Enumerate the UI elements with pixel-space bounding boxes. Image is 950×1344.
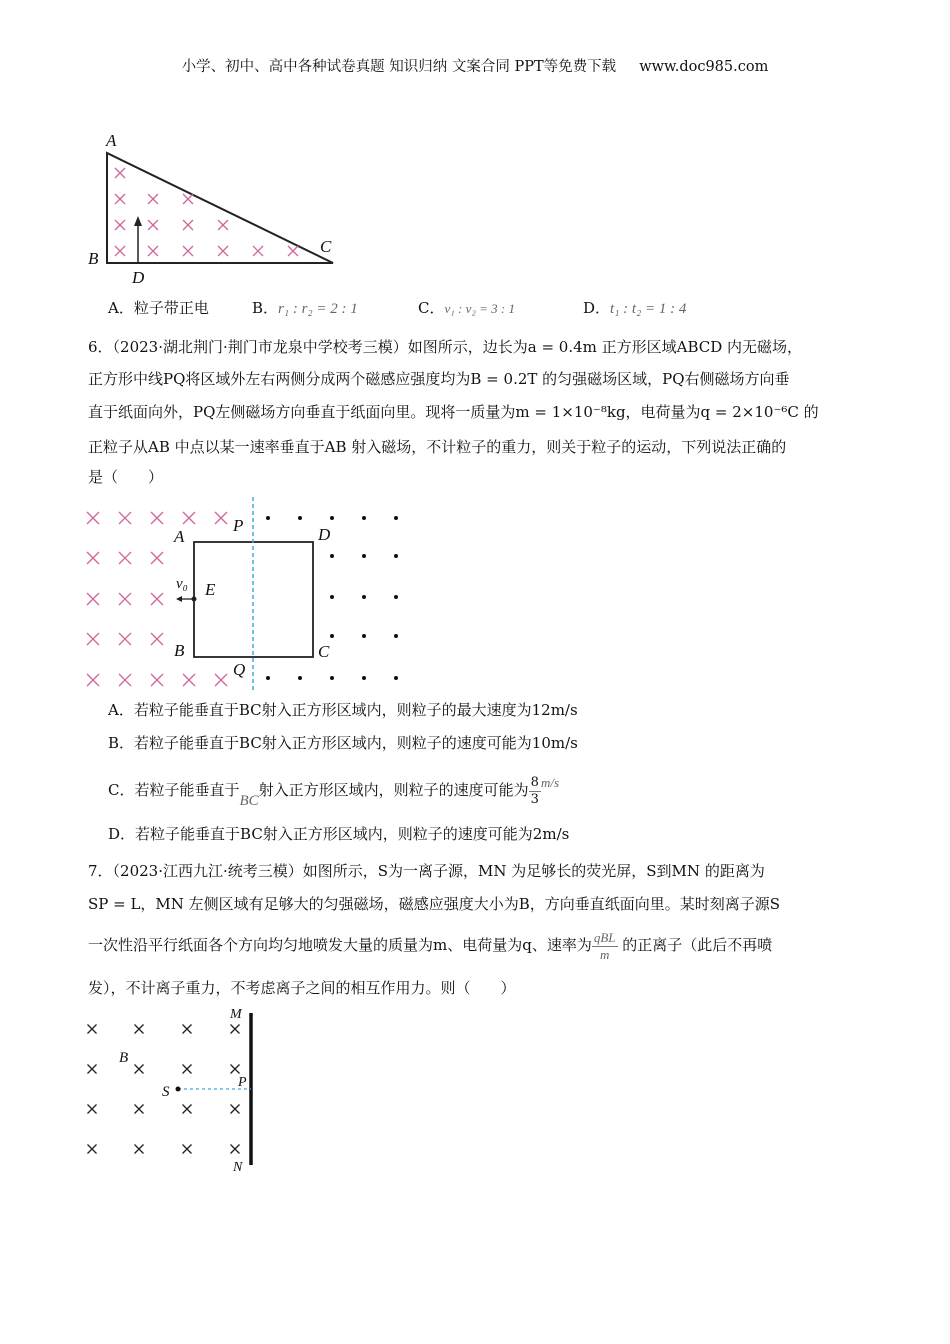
- field-out-of-page-dot-icon: [394, 634, 398, 638]
- arrow-head-icon: [134, 216, 142, 226]
- field-into-page-cross-icon: [183, 246, 193, 256]
- field-out-of-page-dot-icon: [362, 595, 366, 599]
- field-into-page-cross-icon: [87, 552, 99, 564]
- field-into-page-cross-icon: [231, 1145, 240, 1154]
- q6-line: 6．（2023·湖北荆门·荆门市龙泉中学校考三模）如图所示，边长为a = 0.4m 正方形区域ABCD 内无磁场，: [88, 338, 803, 356]
- label-v0: v₀: [176, 576, 188, 592]
- field-out-of-page-dot-icon: [330, 516, 334, 520]
- field-into-page-cross-icon: [215, 512, 227, 524]
- field-into-page-cross-icon: [218, 246, 228, 256]
- field-out-of-page-dot-icon: [362, 516, 366, 520]
- field-out-of-page-dot-icon: [298, 676, 302, 680]
- q5-option-c[interactable]: C．v₁ : v₂ = 3 : 1: [418, 299, 515, 317]
- field-into-page-cross-icon: [88, 1145, 97, 1154]
- label-e: E: [205, 580, 216, 599]
- field-into-page-cross-icon: [87, 512, 99, 524]
- q7-figure: [88, 1007, 252, 1175]
- q7-line: 一次性沿平行纸面各个方向均匀地喷发大量的质量为m、电荷量为q、速率为 $\frac{\text{qBL}}{m}$ 的正离子（此后不再喷: [88, 929, 773, 962]
- field-into-page-cross-icon: [87, 633, 99, 645]
- field-into-page-cross-icon: [183, 194, 193, 204]
- q6-line: 是（ ）: [88, 468, 164, 486]
- field-into-page-cross-icon: [151, 593, 163, 605]
- field-into-page-cross-icon: [115, 194, 125, 204]
- field-into-page-cross-icon: [151, 552, 163, 564]
- field-into-page-cross-icon: [148, 220, 158, 230]
- header-text: 小学、初中、高中各种试卷真题 知识归纳 文案合同 PPT等免费下载: [181, 59, 617, 75]
- q7-line: SP = L，MN 左侧区域有足够大的匀强磁场，磁感应强度大小为B，方向垂直纸面向里。某时刻离子源S: [88, 895, 780, 913]
- q5-option-d[interactable]: D．t₁ : t₂ = 1 : 4: [583, 299, 687, 317]
- field-into-page-cross-icon: [148, 246, 158, 256]
- field-into-page-cross-icon: [135, 1145, 144, 1154]
- q6-option-d[interactable]: D．若粒子能垂直于BC射入正方形区域内，则粒子的速度可能为2m/s: [108, 825, 570, 843]
- ion-source-s: [176, 1087, 181, 1092]
- field-into-page-cross-icon: [288, 246, 298, 256]
- label-s: S: [162, 1084, 170, 1100]
- q6-figure: [87, 497, 398, 690]
- field-into-page-cross-icon: [119, 552, 131, 564]
- point-e: [192, 597, 197, 602]
- field-into-page-cross-icon: [151, 512, 163, 524]
- field-into-page-cross-icon: [151, 633, 163, 645]
- label-d: D: [132, 268, 145, 287]
- field-into-page-cross-icon: [119, 512, 131, 524]
- label-d: D: [318, 525, 331, 544]
- field-out-of-page-dot-icon: [330, 634, 334, 638]
- q6-line: 正方形中线PQ将区域外左右两侧分成两个磁感应强度均为B = 0.2T 的匀强磁场区域，PQ右侧磁场方向垂: [88, 370, 790, 388]
- label-c: C: [320, 237, 332, 256]
- label-m: M: [230, 1007, 242, 1022]
- field-out-of-page-dot-icon: [362, 634, 366, 638]
- label-p: P: [233, 516, 244, 535]
- q7-line: 发），不计离子重力，不考虑离子之间的相互作用力。则（ ）: [88, 979, 516, 997]
- field-into-page-cross-icon: [87, 674, 99, 686]
- q6-option-c[interactable]: C．若粒子能垂直于BC射入正方形区域内，则粒子的速度可能为 $\frac{8}{3}$ m/s: [108, 774, 560, 809]
- q6-line: 正粒子从AB 中点以某一速率垂直于AB 射入磁场，不计粒子的重力，则关于粒子的运动，下列说法正确的: [88, 438, 787, 456]
- label-q: Q: [233, 660, 246, 679]
- field-into-page-cross-icon: [135, 1065, 144, 1074]
- field-into-page-cross-icon: [88, 1065, 97, 1074]
- field-out-of-page-dot-icon: [266, 676, 270, 680]
- field-into-page-cross-icon: [135, 1105, 144, 1114]
- field-into-page-cross-icon: [115, 220, 125, 230]
- field-out-of-page-dot-icon: [330, 595, 334, 599]
- field-into-page-cross-icon: [88, 1025, 97, 1034]
- label-c: C: [318, 642, 330, 661]
- field-out-of-page-dot-icon: [394, 595, 398, 599]
- q5-option-a[interactable]: A．粒子带正电: [108, 299, 209, 317]
- field-into-page-cross-icon: [183, 1065, 192, 1074]
- field-out-of-page-dot-icon: [394, 554, 398, 558]
- label-b: B: [119, 1050, 129, 1066]
- field-into-page-cross-icon: [253, 246, 263, 256]
- q5-option-b[interactable]: B．r₁ : r₂ = 2 : 1: [252, 299, 358, 317]
- field-into-page-cross-icon: [119, 633, 131, 645]
- field-into-page-cross-icon: [119, 593, 131, 605]
- label-b: B: [174, 641, 185, 660]
- field-out-of-page-dot-icon: [330, 676, 334, 680]
- field-into-page-cross-icon: [151, 674, 163, 686]
- field-into-page-cross-icon: [135, 1025, 144, 1034]
- field-into-page-cross-icon: [231, 1065, 240, 1074]
- field-into-page-cross-icon: [215, 674, 227, 686]
- field-into-page-cross-icon: [183, 1105, 192, 1114]
- field-into-page-cross-icon: [183, 1025, 192, 1034]
- field-into-page-cross-icon: [183, 512, 195, 524]
- label-n: N: [233, 1160, 243, 1175]
- field-into-page-cross-icon: [183, 1145, 192, 1154]
- field-into-page-cross-icon: [88, 1105, 97, 1114]
- triangle: [107, 153, 333, 263]
- field-into-page-cross-icon: [115, 168, 125, 178]
- field-out-of-page-dot-icon: [362, 554, 366, 558]
- field-out-of-page-dot-icon: [394, 516, 398, 520]
- field-into-page-cross-icon: [115, 246, 125, 256]
- field-into-page-cross-icon: [231, 1025, 240, 1034]
- q6-option-b[interactable]: B．若粒子能垂直于BC射入正方形区域内，则粒子的速度可能为10m/s: [108, 734, 578, 752]
- field-into-page-cross-icon: [183, 674, 195, 686]
- header-url: www.doc985.com: [639, 59, 769, 75]
- arrow-head-icon: [176, 596, 182, 602]
- field-out-of-page-dot-icon: [266, 516, 270, 520]
- q6-line: 直于纸面向外，PQ左侧磁场方向垂直于纸面向里。现将一质量为m = 1×10⁻⁸kg，电荷量为q = 2×10⁻⁶C 的: [88, 403, 819, 421]
- q7-line: 7．（2023·江西九江·统考三模）如图所示，S为一离子源，MN 为足够长的荧光屏，S到MN 的距离为: [88, 862, 765, 880]
- label-b: B: [88, 249, 99, 268]
- label-p: P: [238, 1075, 247, 1090]
- q5-figure: [88, 131, 333, 287]
- field-out-of-page-dot-icon: [394, 676, 398, 680]
- field-into-page-cross-icon: [218, 220, 228, 230]
- q6-option-a[interactable]: A．若粒子能垂直于BC射入正方形区域内，则粒子的最大速度为12m/s: [108, 701, 578, 719]
- field-into-page-cross-icon: [231, 1105, 240, 1114]
- field-out-of-page-dot-icon: [362, 676, 366, 680]
- field-into-page-cross-icon: [183, 220, 193, 230]
- field-out-of-page-dot-icon: [298, 516, 302, 520]
- field-into-page-cross-icon: [148, 194, 158, 204]
- field-into-page-cross-icon: [119, 674, 131, 686]
- field-out-of-page-dot-icon: [330, 554, 334, 558]
- label-a: A: [106, 131, 117, 150]
- field-into-page-cross-icon: [87, 593, 99, 605]
- label-a: A: [174, 527, 185, 546]
